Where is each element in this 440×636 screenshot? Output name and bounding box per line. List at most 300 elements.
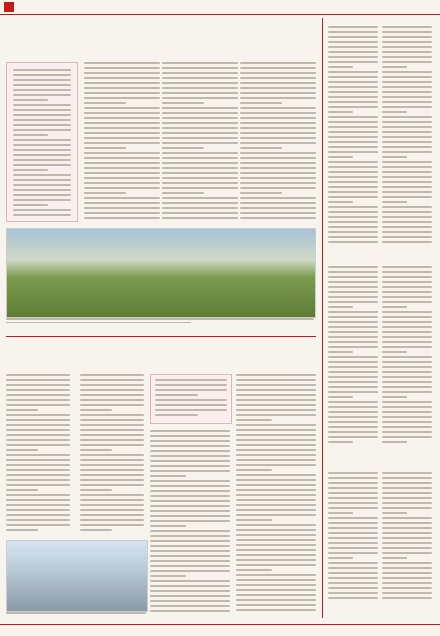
text-line xyxy=(150,540,230,542)
text-line xyxy=(382,532,432,534)
text-line xyxy=(84,152,160,154)
text-line xyxy=(155,394,198,396)
text-line xyxy=(13,144,71,146)
text-line xyxy=(328,482,378,484)
text-line xyxy=(328,597,378,599)
text-line xyxy=(240,162,316,164)
sidebar-story-1-column-1 xyxy=(328,26,378,246)
text-line xyxy=(382,542,432,544)
text-line xyxy=(328,416,378,418)
text-line xyxy=(328,592,378,594)
text-line xyxy=(328,131,378,133)
text-line xyxy=(382,592,432,594)
text-line xyxy=(84,177,160,179)
text-line xyxy=(382,577,432,579)
text-line xyxy=(382,346,432,348)
text-line xyxy=(382,151,432,153)
text-line xyxy=(6,394,70,396)
text-line xyxy=(382,487,432,489)
text-line xyxy=(80,509,144,511)
text-line xyxy=(328,411,378,413)
text-line xyxy=(382,341,432,343)
text-line xyxy=(236,409,316,411)
text-line xyxy=(6,494,70,496)
text-line xyxy=(382,296,432,298)
text-line xyxy=(328,356,378,358)
text-line xyxy=(6,519,70,521)
text-line xyxy=(162,172,238,174)
text-line xyxy=(13,109,71,111)
text-line xyxy=(162,217,238,219)
text-line xyxy=(150,580,230,582)
text-line xyxy=(13,149,71,151)
text-line xyxy=(240,177,316,179)
text-line xyxy=(236,524,316,526)
text-line xyxy=(80,409,112,411)
text-line xyxy=(240,212,316,214)
text-line xyxy=(240,187,316,189)
text-line xyxy=(150,435,230,437)
text-line xyxy=(13,129,71,131)
text-line xyxy=(328,91,378,93)
text-line xyxy=(84,87,160,89)
text-line xyxy=(382,291,432,293)
text-line xyxy=(382,441,407,443)
text-line xyxy=(84,67,160,69)
text-line xyxy=(236,419,272,421)
text-line xyxy=(382,186,432,188)
text-line xyxy=(382,41,432,43)
text-line xyxy=(328,547,378,549)
text-line xyxy=(382,311,432,313)
text-line xyxy=(162,162,238,164)
text-line xyxy=(162,192,204,194)
text-line xyxy=(150,450,230,452)
text-line xyxy=(236,449,316,451)
text-line xyxy=(162,142,238,144)
text-line xyxy=(382,81,432,83)
text-line xyxy=(328,66,353,68)
text-line xyxy=(84,62,160,64)
text-line xyxy=(80,514,144,516)
text-line xyxy=(84,212,160,214)
text-line xyxy=(240,77,316,79)
text-line xyxy=(328,126,378,128)
text-line xyxy=(328,401,378,403)
text-line xyxy=(150,505,230,507)
text-line xyxy=(240,122,316,124)
text-line xyxy=(80,459,144,461)
text-line xyxy=(328,381,378,383)
text-line xyxy=(84,122,160,124)
text-line xyxy=(80,434,144,436)
text-line xyxy=(240,62,316,64)
text-line xyxy=(84,132,160,134)
text-line xyxy=(382,126,432,128)
text-line xyxy=(382,266,432,268)
text-line xyxy=(382,321,432,323)
text-line xyxy=(382,597,432,599)
text-line xyxy=(328,522,378,524)
text-line xyxy=(84,202,160,204)
text-line xyxy=(80,399,144,401)
text-line xyxy=(150,470,230,472)
text-line xyxy=(382,191,432,193)
text-line xyxy=(13,84,71,86)
text-line xyxy=(13,134,48,136)
text-line xyxy=(162,147,204,149)
text-line xyxy=(328,336,378,338)
text-line xyxy=(80,449,112,451)
text-line xyxy=(382,361,432,363)
text-line xyxy=(236,374,316,376)
text-line xyxy=(328,266,378,268)
text-line xyxy=(382,366,432,368)
text-line xyxy=(6,374,70,376)
page-footer xyxy=(0,624,440,636)
text-line xyxy=(382,331,432,333)
lower-middle-column-1 xyxy=(150,430,230,614)
text-line xyxy=(80,454,144,456)
text-line xyxy=(382,146,432,148)
text-line xyxy=(382,391,432,393)
sidebar-story-3 xyxy=(328,468,436,602)
text-line xyxy=(150,570,230,572)
text-line xyxy=(80,379,144,381)
sidebar-story-1-column-2 xyxy=(382,26,432,246)
text-line xyxy=(382,301,432,303)
text-line xyxy=(13,204,48,206)
text-line xyxy=(328,537,378,539)
text-line xyxy=(6,384,70,386)
text-line xyxy=(84,182,160,184)
text-line xyxy=(150,510,230,512)
text-line xyxy=(328,341,378,343)
text-line xyxy=(236,514,316,516)
main-story-photo xyxy=(6,228,316,318)
text-line xyxy=(328,226,378,228)
page-number xyxy=(4,2,14,12)
text-line xyxy=(382,86,432,88)
text-line xyxy=(236,429,316,431)
text-line xyxy=(328,517,378,519)
text-line xyxy=(240,127,316,129)
text-line xyxy=(382,231,432,233)
text-line xyxy=(328,562,378,564)
text-line xyxy=(328,532,378,534)
text-line xyxy=(236,574,316,576)
text-line xyxy=(236,424,316,426)
text-line xyxy=(328,331,378,333)
text-line xyxy=(84,187,160,189)
text-line xyxy=(328,351,353,353)
text-line xyxy=(6,399,70,401)
text-line xyxy=(84,197,160,199)
text-line xyxy=(150,475,186,477)
text-line xyxy=(328,542,378,544)
text-line xyxy=(6,444,70,446)
sidebar-story-2-column-2 xyxy=(382,266,432,446)
text-line xyxy=(382,351,407,353)
text-line xyxy=(382,111,407,113)
text-line xyxy=(382,286,432,288)
text-line xyxy=(13,79,71,81)
text-line xyxy=(80,489,112,491)
text-line xyxy=(328,371,378,373)
lower-left-column-1 xyxy=(6,374,70,534)
text-line xyxy=(382,421,432,423)
text-line xyxy=(328,36,378,38)
text-line xyxy=(328,116,378,118)
text-line xyxy=(13,139,71,141)
text-line xyxy=(80,494,144,496)
lower-middle-lead-box xyxy=(150,374,232,424)
text-line xyxy=(236,529,316,531)
text-line xyxy=(236,479,316,481)
text-line xyxy=(162,77,238,79)
text-line xyxy=(155,414,198,416)
text-line xyxy=(382,181,432,183)
text-line xyxy=(236,389,316,391)
text-line xyxy=(328,441,353,443)
text-line xyxy=(240,142,316,144)
text-line xyxy=(84,207,160,209)
text-line xyxy=(382,356,432,358)
text-line xyxy=(150,490,230,492)
text-line xyxy=(13,164,71,166)
text-line xyxy=(382,567,432,569)
text-line xyxy=(236,434,316,436)
text-line xyxy=(382,196,432,198)
text-line xyxy=(328,86,378,88)
text-line xyxy=(382,216,432,218)
text-line xyxy=(382,411,432,413)
text-line xyxy=(382,336,432,338)
text-line xyxy=(6,449,38,451)
text-line xyxy=(84,142,160,144)
text-line xyxy=(6,489,38,491)
text-line xyxy=(328,76,378,78)
text-line xyxy=(328,136,378,138)
text-line xyxy=(382,281,432,283)
sidebar-story-3-column-1 xyxy=(328,472,378,602)
text-line xyxy=(328,276,378,278)
text-line xyxy=(236,519,272,521)
text-line xyxy=(328,552,378,554)
text-line xyxy=(328,492,378,494)
text-line xyxy=(382,431,432,433)
text-line xyxy=(328,231,378,233)
text-line xyxy=(150,455,230,457)
text-line xyxy=(240,92,316,94)
text-line xyxy=(84,172,160,174)
text-line xyxy=(240,132,316,134)
main-story-column-3 xyxy=(240,62,316,222)
text-line xyxy=(162,82,238,84)
text-line xyxy=(236,414,316,416)
text-line xyxy=(328,567,378,569)
text-line xyxy=(162,182,238,184)
text-line xyxy=(328,316,378,318)
text-line xyxy=(240,97,316,99)
text-line xyxy=(236,544,316,546)
text-line xyxy=(150,535,230,537)
text-line xyxy=(13,114,71,116)
text-line xyxy=(150,495,230,497)
text-line xyxy=(382,271,432,273)
text-line xyxy=(80,439,144,441)
text-line xyxy=(236,554,316,556)
text-line xyxy=(13,104,71,106)
text-line xyxy=(328,587,378,589)
text-line xyxy=(236,464,316,466)
text-line xyxy=(236,474,316,476)
text-line xyxy=(80,374,144,376)
text-line xyxy=(328,487,378,489)
text-line xyxy=(240,87,316,89)
text-line xyxy=(382,156,407,158)
text-line xyxy=(13,89,71,91)
text-line xyxy=(240,107,316,109)
text-line xyxy=(382,472,432,474)
text-line xyxy=(236,459,316,461)
text-line xyxy=(6,509,70,511)
text-line xyxy=(13,74,71,76)
text-line xyxy=(150,430,230,432)
text-line xyxy=(328,477,378,479)
text-line xyxy=(80,404,144,406)
text-line xyxy=(328,101,378,103)
text-line xyxy=(80,394,144,396)
text-line xyxy=(382,547,432,549)
text-line xyxy=(80,469,144,471)
text-line xyxy=(13,194,71,196)
text-line xyxy=(382,512,407,514)
text-line xyxy=(13,69,71,71)
text-line xyxy=(84,82,160,84)
text-line xyxy=(162,157,238,159)
text-line xyxy=(13,154,71,156)
text-line xyxy=(382,116,432,118)
sidebar-story-3-column-2 xyxy=(382,472,432,602)
text-line xyxy=(328,507,378,509)
text-line xyxy=(328,31,378,33)
text-line xyxy=(6,414,70,416)
text-line xyxy=(382,316,432,318)
text-line xyxy=(80,484,144,486)
text-line xyxy=(328,306,353,308)
text-line xyxy=(80,444,144,446)
lower-middle-column-2 xyxy=(236,374,316,614)
text-line xyxy=(382,381,432,383)
text-line xyxy=(240,182,316,184)
text-line xyxy=(150,515,230,517)
text-line xyxy=(155,389,227,391)
text-line xyxy=(240,147,282,149)
text-line xyxy=(382,71,432,73)
text-line xyxy=(236,509,316,511)
text-line xyxy=(6,419,70,421)
text-line xyxy=(162,112,238,114)
text-line xyxy=(328,26,378,28)
text-line xyxy=(162,107,238,109)
text-line xyxy=(236,504,316,506)
text-line xyxy=(236,439,316,441)
text-line xyxy=(80,384,144,386)
text-line xyxy=(328,151,378,153)
text-line xyxy=(240,202,316,204)
text-line xyxy=(150,610,230,612)
text-line xyxy=(240,152,316,154)
text-line xyxy=(150,485,230,487)
text-line xyxy=(328,81,378,83)
text-line xyxy=(328,301,378,303)
text-line xyxy=(6,499,70,501)
text-line xyxy=(236,444,316,446)
text-line xyxy=(328,386,378,388)
text-line xyxy=(80,499,144,501)
sidebar-story-2 xyxy=(328,262,436,446)
text-line xyxy=(162,87,238,89)
text-line xyxy=(328,51,378,53)
text-line xyxy=(162,92,238,94)
text-line xyxy=(84,107,160,109)
text-line xyxy=(162,132,238,134)
text-line xyxy=(150,460,230,462)
text-line xyxy=(6,529,38,531)
text-line xyxy=(382,131,432,133)
text-line xyxy=(240,157,316,159)
text-line xyxy=(13,179,71,181)
text-line xyxy=(162,212,238,214)
sidebar-story-2-column-1 xyxy=(328,266,378,446)
page-header xyxy=(0,0,440,15)
text-line xyxy=(13,189,71,191)
text-line xyxy=(162,207,238,209)
text-line xyxy=(80,479,144,481)
text-line xyxy=(382,141,432,143)
sidebar-divider xyxy=(322,18,323,618)
text-line xyxy=(6,474,70,476)
text-line xyxy=(80,464,144,466)
text-line xyxy=(382,106,432,108)
text-line xyxy=(240,67,316,69)
text-line xyxy=(240,137,316,139)
text-line xyxy=(150,480,230,482)
text-line xyxy=(150,525,186,527)
text-line xyxy=(382,206,432,208)
text-line xyxy=(80,524,144,526)
text-line xyxy=(328,497,378,499)
text-line xyxy=(240,217,316,219)
text-line xyxy=(150,445,230,447)
text-line xyxy=(150,585,230,587)
text-line xyxy=(382,507,432,509)
text-line xyxy=(236,404,316,406)
text-line xyxy=(162,102,204,104)
text-line xyxy=(80,519,144,521)
text-line xyxy=(236,469,272,471)
text-line xyxy=(328,512,353,514)
text-line xyxy=(382,121,432,123)
sidebar-story-1 xyxy=(328,22,436,246)
text-line xyxy=(236,579,316,581)
text-line xyxy=(155,379,227,381)
text-line xyxy=(240,172,316,174)
text-line xyxy=(6,454,70,456)
text-line xyxy=(236,399,316,401)
text-line xyxy=(150,530,230,532)
